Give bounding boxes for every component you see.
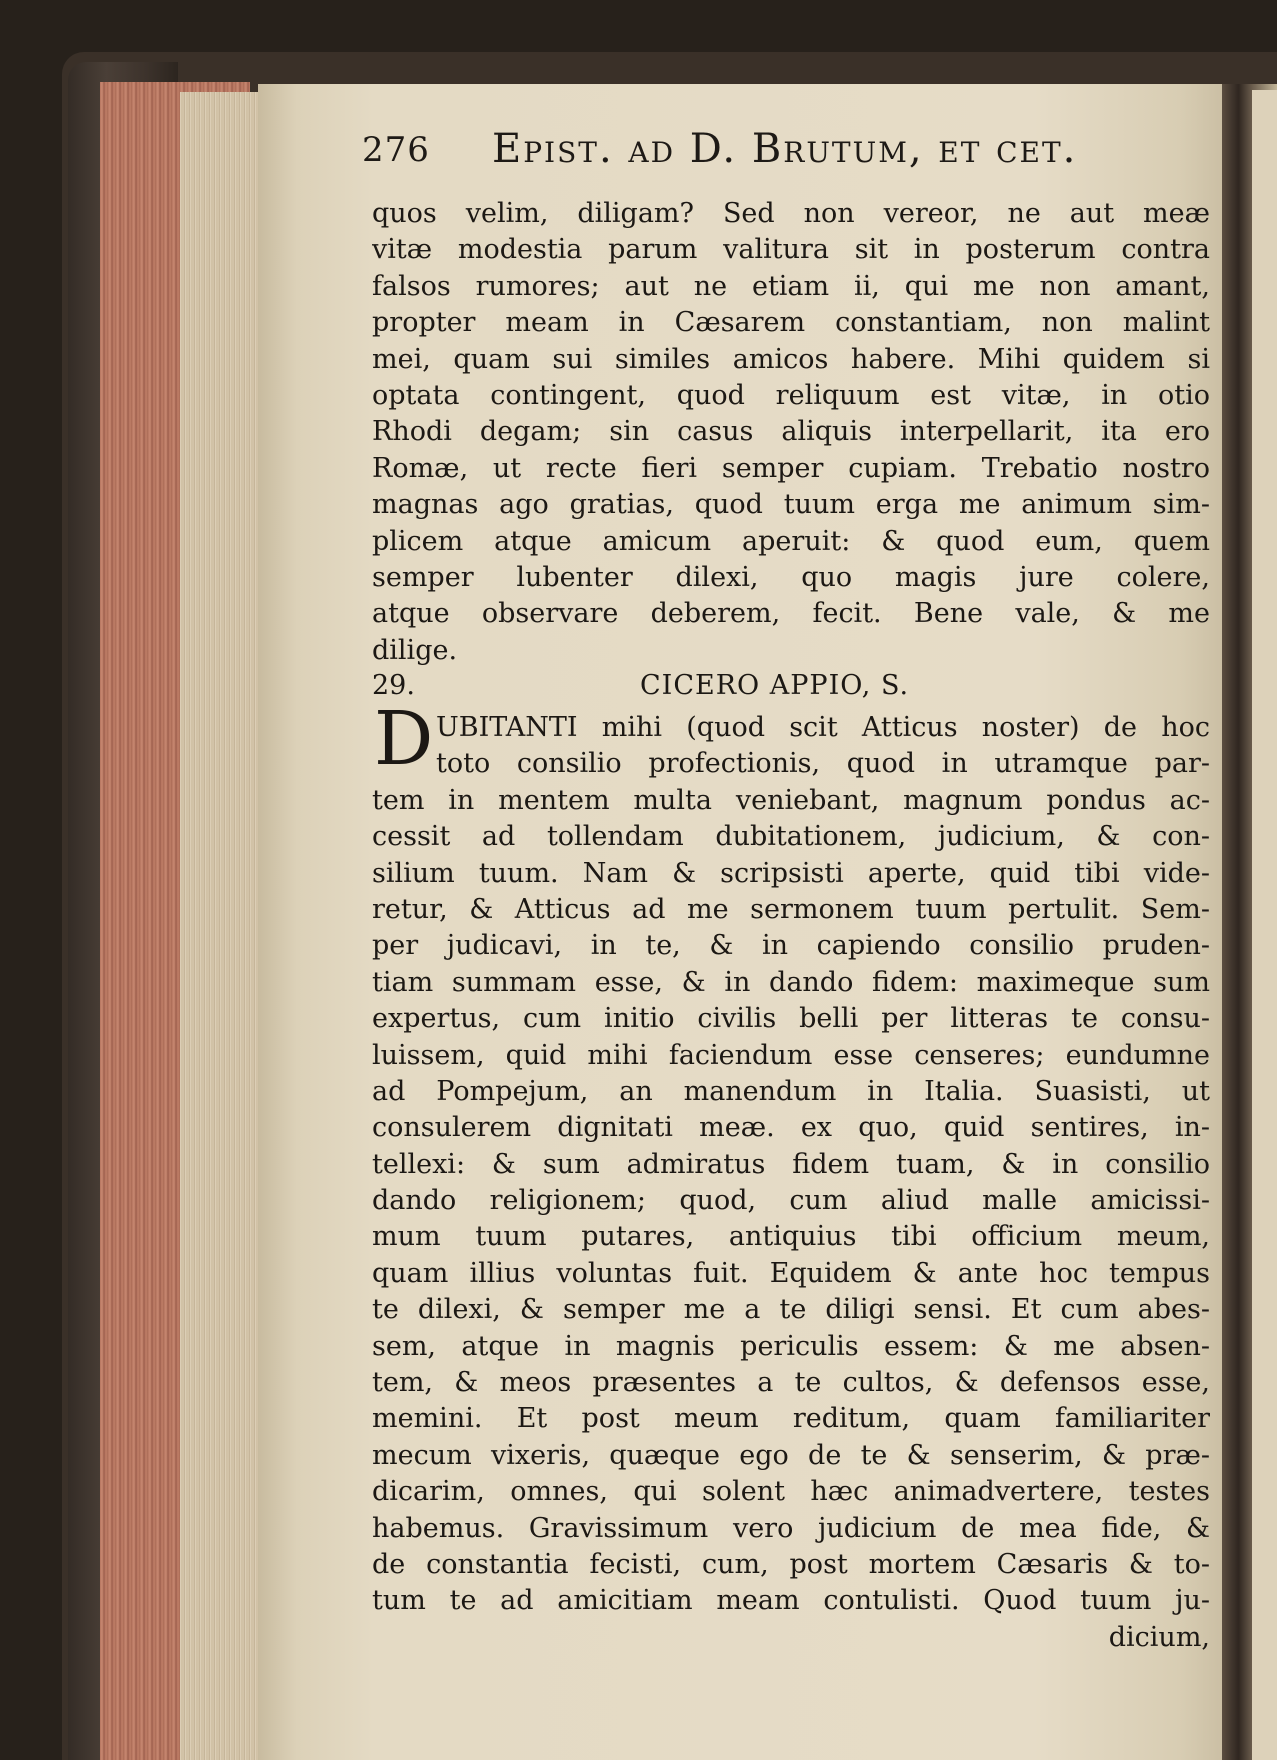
running-header — [362, 126, 1182, 178]
text-line: dicarim, omnes, qui solent hæc animadvertere, testes — [372, 1476, 1210, 1508]
text-line: dando religionem; quod, cum aliud malle amicissi- — [372, 1185, 1210, 1217]
text-line: toto consilio profectionis, quod in utramque par- — [436, 748, 1210, 780]
letter-heading — [372, 666, 1210, 706]
text-line: quos velim, diligam? Sed non vereor, ne aut meæ — [372, 198, 1210, 229]
facing-page-sliver — [1252, 90, 1277, 1760]
text-line: luissem, quid mihi faciendum esse censeres; eundumne — [372, 1039, 1210, 1071]
catchword: dicium, — [1108, 1621, 1210, 1653]
text-line: optata contingent, quod reliquum est vitæ, in otio — [372, 379, 1210, 411]
text-line: vitæ modestia parum valitura sit in posterum contra — [372, 234, 1210, 266]
text-line: quam illius voluntas fuit. Equidem & ante hoc tempus — [372, 1257, 1210, 1289]
text-line: memini. Et post meum reditum, quam familiariter — [372, 1403, 1210, 1435]
running-title: Epist. ad D. Brutum, et cet. — [492, 126, 1078, 172]
text-line: mei, quam sui similes amicos habere. Mihi quidem si — [372, 343, 1210, 375]
text-line: UBITANTI mihi (quod scit Atticus noster) de hoc — [436, 712, 1210, 743]
letter-title: CICERO APPIO, S. — [640, 670, 910, 701]
text-line: tum te ad amicitiam meam contulisti. Quod tuum ju- — [372, 1585, 1210, 1617]
text-line: Rhodi degam; sin casus aliquis interpellarit, ita ero — [372, 416, 1210, 448]
text-line: cessit ad tollendam dubitationem, judicium, & con- — [372, 821, 1210, 853]
text-line: habemus. Gravissimum vero judicium de mea fide, & — [372, 1512, 1210, 1544]
text-line: expertus, cum initio civilis belli per litteras te consu- — [372, 1003, 1210, 1035]
text-line: dilige. — [372, 634, 458, 666]
drop-cap: D — [374, 696, 434, 782]
text-line: tem, & meos præsentes a te cultos, & defensos esse, — [372, 1367, 1210, 1399]
text-line: retur, & Atticus ad me sermonem tuum pertulit. Sem- — [372, 893, 1210, 925]
text-line: per judicavi, in te, & in capiendo consilio pruden- — [372, 930, 1210, 962]
text-line: mum tuum putares, antiquius tibi officium meum, — [372, 1221, 1210, 1253]
page-number: 276 — [362, 130, 430, 170]
text-line: falsos rumores; aut ne etiam ii, qui me non amant, — [372, 270, 1210, 302]
text-line: ad Pompejum, an manendum in Italia. Suasisti, ut — [372, 1075, 1210, 1107]
text-line: magnas ago gratias, quod tuum erga me animum sim- — [372, 489, 1210, 521]
text-line: semper lubenter dilexi, quo magis jure colere, — [372, 561, 1210, 593]
text-line: propter meam in Cæsarem constantiam, non malint — [372, 307, 1210, 339]
text-line: tellexi: & sum admiratus fidem tuam, & in consilio — [372, 1148, 1210, 1180]
text-line: te dilexi, & semper me a te diligi sensi. Et cum abes- — [372, 1294, 1210, 1326]
text-line: atque observare deberem, fecit. Bene vale, & me — [372, 598, 1210, 630]
text-line: de constantia fecisti, cum, post mortem Cæsaris & to- — [372, 1549, 1210, 1580]
text-line: silium tuum. Nam & scripsisti aperte, quid tibi vide- — [372, 857, 1210, 889]
text-line: tem in mentem multa veniebant, magnum pondus ac- — [372, 784, 1210, 816]
text-line: consulerem dignitati meæ. ex quo, quid sentires, in- — [372, 1112, 1210, 1144]
letter-opening-lines — [436, 710, 1210, 783]
previous-letter-ending — [372, 196, 1210, 669]
letter-body — [372, 783, 1210, 1656]
text-line: sem, atque in magnis periculis essem: & me absen- — [372, 1330, 1210, 1362]
text-line: tiam summam esse, & in dando fidem: maximeque sum — [372, 966, 1210, 998]
text-line: plicem atque amicum aperuit: & quod eum, quem — [372, 525, 1210, 557]
letter-number: 29. — [372, 670, 415, 701]
page-block-edge — [180, 92, 270, 1760]
text-line: mecum vixeris, quæque ego de te & senserim, & præ- — [372, 1439, 1210, 1471]
text-line: Romæ, ut recte fieri semper cupiam. Trebatio nostro — [372, 452, 1210, 484]
